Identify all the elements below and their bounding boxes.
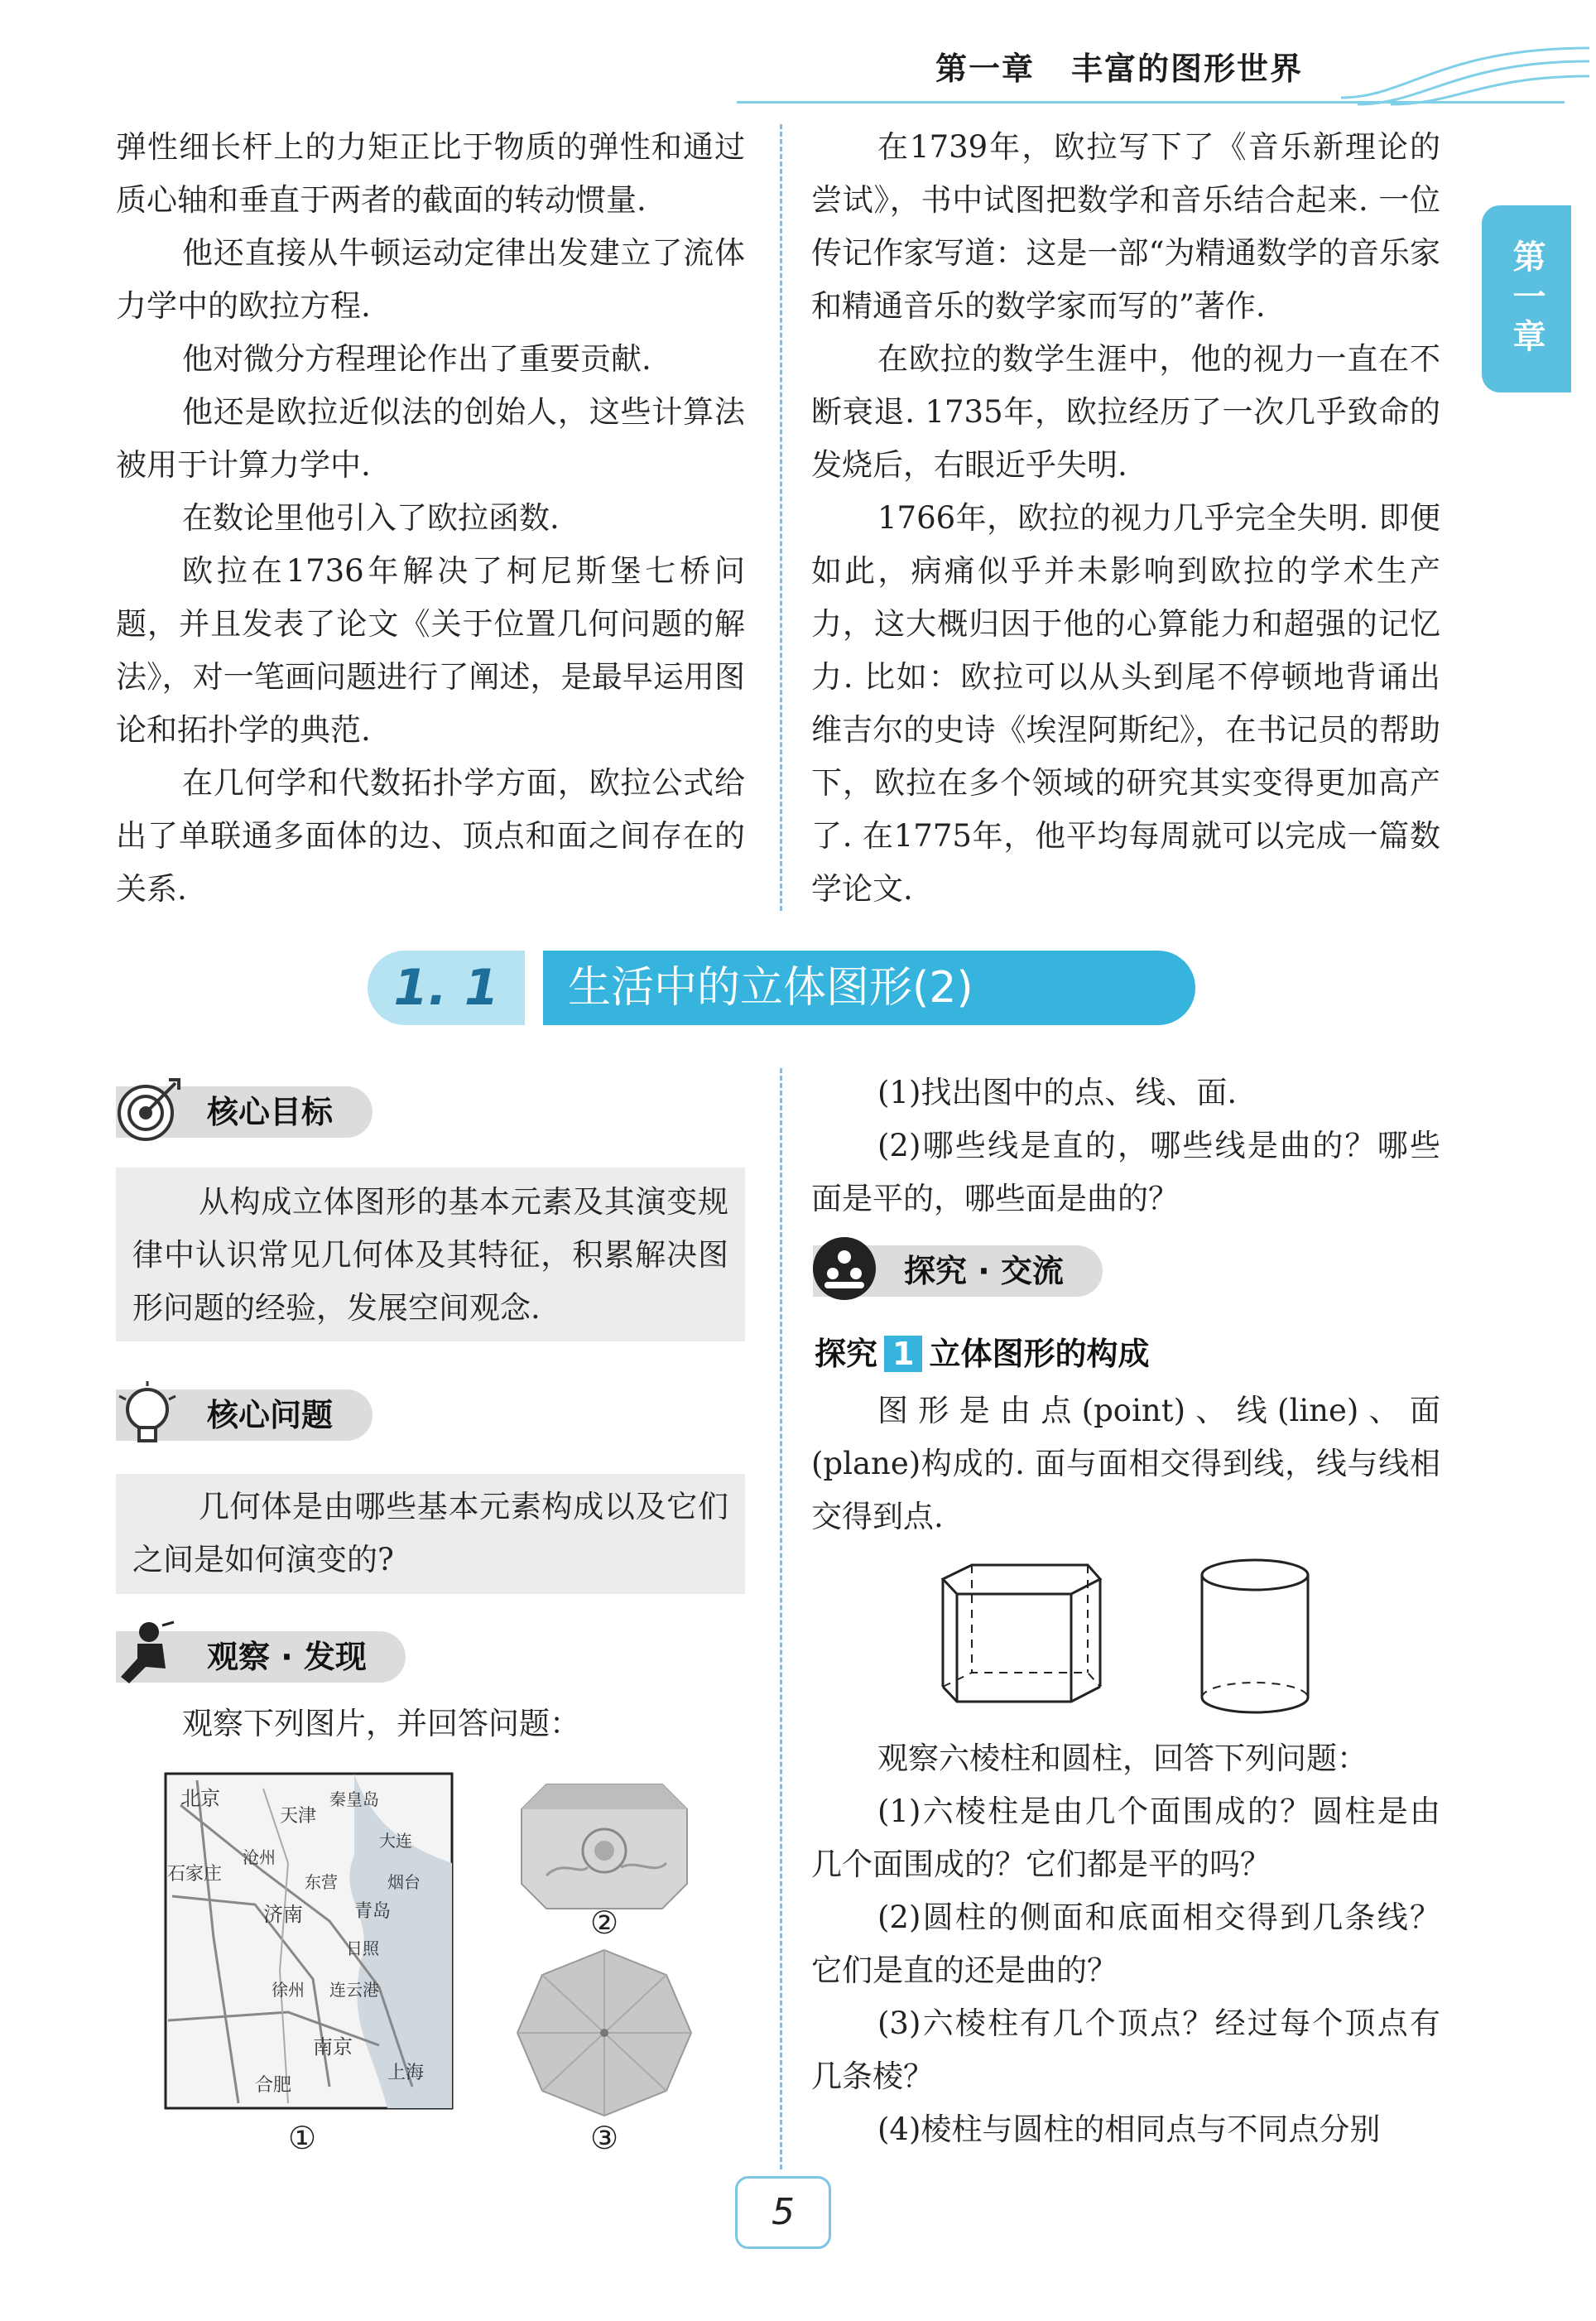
explore-intro: 图形是由点(point)、线(line)、面(plane)构成的. 面与面相交得到线，线与线相交得到点. xyxy=(811,1393,1440,1534)
paragraph: 他还是欧拉近似法的创始人，这些计算法被用于计算力学中. xyxy=(116,394,745,483)
explore-prefix: 探究 xyxy=(815,1336,878,1372)
explore-title: 立体图形的构成 xyxy=(929,1336,1150,1372)
map-label: 东营 xyxy=(305,1872,338,1892)
explore-observe-text: 观察六棱柱和圆柱，回答下列问题： xyxy=(877,1741,1368,1776)
target-icon xyxy=(113,1076,182,1146)
section-title: 生活中的立体图形(2) xyxy=(543,951,1195,1025)
paragraph: 弹性细长杆上的力矩正比于物质的弹性和通过质心轴和垂直于两者的截面的转动惯量. xyxy=(116,129,745,218)
map-label: 连云港 xyxy=(329,1980,379,2000)
explore-question-3: (3)六棱柱有几个顶点？经过每个顶点有几条棱？ xyxy=(811,2006,1440,2094)
map-label: 青岛 xyxy=(354,1901,392,1922)
map-label: 石家庄 xyxy=(167,1864,223,1885)
paragraph: 在数论里他引入了欧拉函数. xyxy=(182,500,560,536)
paragraph: 欧拉在1736年解决了柯尼斯堡七桥问题，并且发表了论文《关于位置几何问题的解法》，对一笔画问题进行了阐述，是最早运用图论和拓扑学的典范. xyxy=(116,553,745,748)
section-number: 1. 1 xyxy=(368,951,525,1025)
page-number: 5 xyxy=(735,2176,831,2249)
map-label: 南京 xyxy=(313,2035,353,2059)
figure-label-3: ③ xyxy=(589,2120,619,2156)
map-label: 济南 xyxy=(263,1903,303,1926)
umbrella-figure xyxy=(513,1946,695,2120)
core-question-box xyxy=(116,1474,745,1594)
map-label: 秦皇岛 xyxy=(329,1789,379,1809)
map-label: 徐州 xyxy=(272,1980,305,2000)
paragraph: 在几何学和代数拓扑学方面，欧拉公式给出了单联通多面体的边、顶点和面之间存在的关系. xyxy=(116,765,745,907)
section-banner xyxy=(368,951,1195,1025)
question-2: (2)哪些线是直的，哪些线是曲的？哪些面是平的，哪些面是曲的？ xyxy=(811,1128,1440,1216)
core-goal-label: 核心目标 xyxy=(116,1086,373,1138)
explore-1-heading xyxy=(815,1328,1149,1374)
chapter-side-tab: 第一章 xyxy=(1482,205,1571,392)
question-1: (1)找出图中的点、线、面. xyxy=(877,1075,1238,1110)
map-label: 合肥 xyxy=(255,2075,292,2096)
column-divider-top xyxy=(780,124,782,911)
lightbulb-icon xyxy=(113,1380,182,1449)
figure-label-1: ① xyxy=(287,2120,317,2156)
header-rule xyxy=(737,101,1565,104)
chapter-title: 丰富的图形世界 xyxy=(1071,51,1304,87)
figure-label-2: ② xyxy=(589,1904,619,1941)
observe-intro: 观察下列图片，并回答问题： xyxy=(182,1706,580,1741)
core-question-text: 几何体是由哪些基本元素构成以及它们之间是如何演变的? xyxy=(132,1489,728,1577)
map-figure xyxy=(164,1772,454,2110)
map-label: 日照 xyxy=(346,1938,379,1958)
header-wave-decoration xyxy=(1341,40,1589,106)
core-goal-box xyxy=(116,1168,745,1341)
paragraph: 在1739年，欧拉写下了《音乐新理论的尝试》，书中试图把数学和音乐结合起来. 一位传记作家写道：这是一部“为精通数学的音乐家和精通音乐的数学家而写的”著作. xyxy=(811,129,1440,324)
paragraph: 在欧拉的数学生涯中，他的视力一直在不断衰退. 1735年，欧拉经历了一次几乎致命的发烧后，右眼近乎失明. xyxy=(811,341,1440,483)
paragraph: 他对微分方程理论作出了重要贡献. xyxy=(182,341,651,377)
paragraph: 他还直接从牛顿运动定律出发建立了流体力学中的欧拉方程. xyxy=(116,235,745,324)
core-question-label: 核心问题 xyxy=(116,1389,373,1441)
map-label: 烟台 xyxy=(387,1872,421,1892)
cylinder-figure xyxy=(1197,1557,1313,1718)
thinking-person-icon xyxy=(113,1619,182,1688)
explore-exchange-label: 探究 · 交流 xyxy=(813,1245,1103,1297)
hexagonal-prism-figure xyxy=(939,1561,1104,1718)
core-goal-text: 从构成立体图形的基本元素及其演变规律中认识常见几何体及其特征，积累解决图形问题的经验，发展空间观念. xyxy=(132,1184,728,1326)
map-label: 北京 xyxy=(180,1787,220,1810)
explore-question-1: (1)六棱柱是由几个面围成的？圆柱是由几个面围成的？它们都是平的吗？ xyxy=(811,1794,1440,1882)
observe-discover-label: 观察 · 发现 xyxy=(116,1631,406,1683)
chapter-header xyxy=(935,43,1303,89)
chapter-number: 第一章 xyxy=(935,51,1036,87)
group-icon xyxy=(810,1234,879,1303)
octagonal-box-figure xyxy=(513,1768,695,1917)
map-label: 天津 xyxy=(280,1806,317,1827)
map-label: 沧州 xyxy=(243,1847,276,1867)
explore-question-4: (4)棱柱与圆柱的相同点与不同点分别 xyxy=(877,2112,1381,2147)
map-label: 大连 xyxy=(379,1831,412,1851)
map-label: 上海 xyxy=(387,2063,425,2083)
paragraph: 1766年，欧拉的视力几乎完全失明. 即便如此，病痛似乎并未影响到欧拉的学术生产力，这大概归因于他的心算能力和超强的记忆力. 比如：欧拉可以从头到尾不停顿地背诵出维吉尔的史诗《埃涅阿斯纪》，在书记员的帮助下，欧拉在多个领域的研究其实变得更加高产了. 在1775年，他平均每周就可以完成一篇数学论文. xyxy=(811,500,1440,907)
explore-number-badge: 1 xyxy=(884,1336,922,1372)
explore-question-2: (2)圆柱的侧面和底面相交得到几条线？它们是直的还是曲的？ xyxy=(811,1900,1440,1988)
column-divider-bottom xyxy=(780,1068,782,2169)
